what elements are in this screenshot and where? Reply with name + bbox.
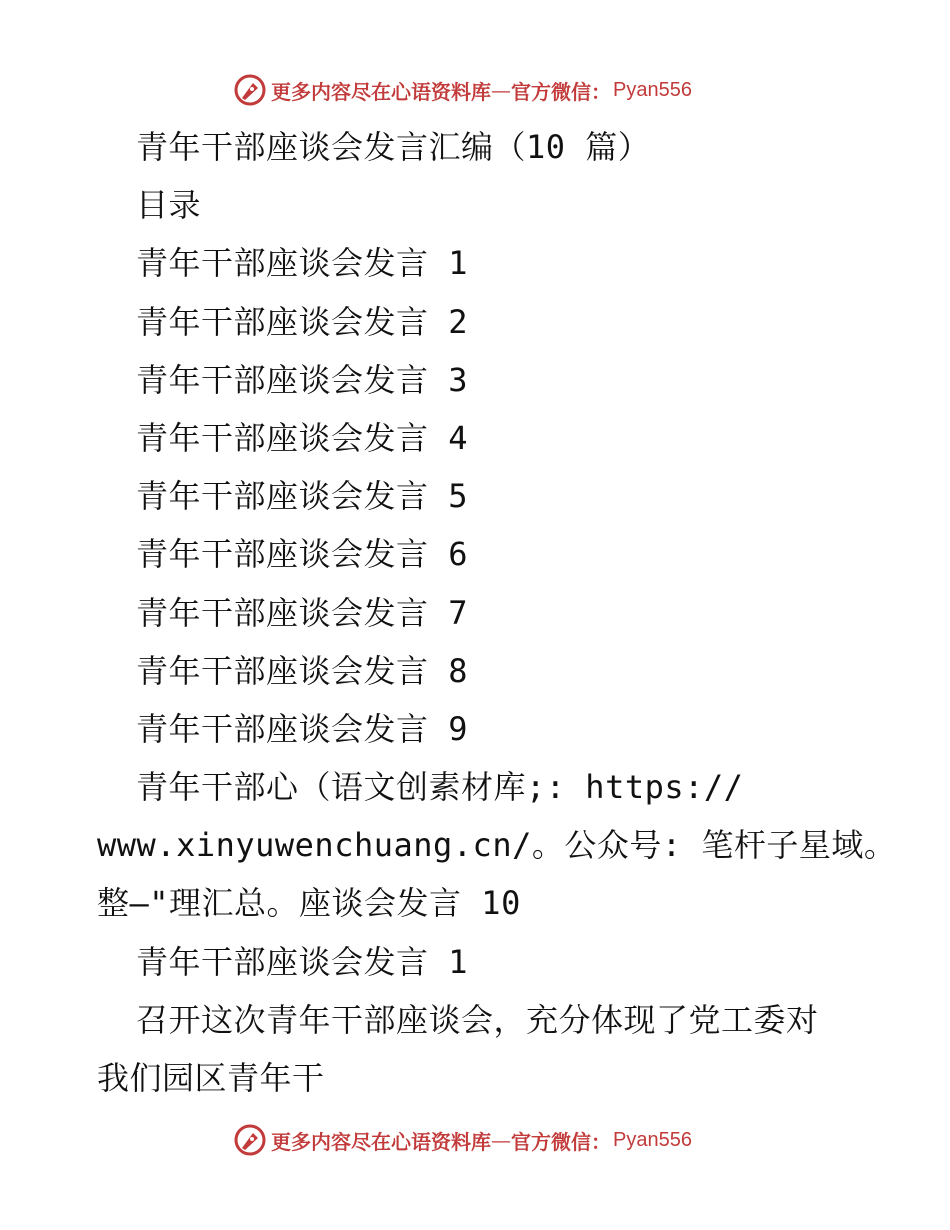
banner-text: 更多内容尽在心语资料库	[271, 79, 491, 104]
toc-list	[97, 234, 867, 758]
toc-item[interactable]: 青年干部座谈会发言 6	[136, 535, 469, 574]
banner-account: Pyan556	[613, 78, 692, 101]
banner-separator: —	[491, 1128, 511, 1152]
banner-label: 官方微信：	[511, 1129, 611, 1154]
body-paragraph-line: 我们园区青年干	[97, 1059, 325, 1097]
toc-item[interactable]: 青年干部座谈会发言 5	[136, 477, 469, 516]
banner-label: 官方微信：	[511, 79, 611, 104]
pen-nib-circle-icon	[233, 73, 267, 107]
toc-item-10-line: 青年干部心（语文创素材库;: https://	[136, 768, 744, 807]
toc-item[interactable]: 青年干部座谈会发言 1	[136, 244, 469, 283]
toc-item[interactable]: 青年干部座谈会发言 8	[136, 651, 469, 690]
toc-item-10[interactable]	[97, 758, 897, 933]
toc-item-10-line: 整—"理汇总。座谈会发言 10	[97, 884, 521, 923]
body-paragraph-line: 召开这次青年干部座谈会，充分体现了党工委对	[136, 1000, 819, 1039]
toc-item[interactable]: 青年干部座谈会发言 4	[136, 418, 469, 457]
document-body	[97, 118, 897, 1107]
banner-account: Pyan556	[613, 1128, 692, 1151]
banner-separator: —	[491, 78, 511, 102]
document-title: 青年干部座谈会发言汇编（10 篇）	[136, 128, 651, 166]
pen-nib-circle-icon	[233, 1123, 267, 1157]
section-heading: 青年干部座谈会发言 1	[136, 942, 469, 981]
footer-watermark-banner	[233, 1120, 713, 1160]
toc-item[interactable]: 青年干部座谈会发言 9	[136, 709, 469, 748]
toc-item-10-line: www.xinyuwenchuang.cn/。公众号: 笔杆子星域。	[97, 826, 897, 865]
toc-item[interactable]: 青年干部座谈会发言 7	[136, 593, 469, 632]
toc-item[interactable]: 青年干部座谈会发言 3	[136, 360, 469, 399]
toc-item[interactable]: 青年干部座谈会发言 2	[136, 302, 469, 341]
banner-text: 更多内容尽在心语资料库	[271, 1129, 491, 1154]
toc-heading: 目录	[136, 186, 202, 225]
header-watermark-banner	[233, 70, 713, 110]
